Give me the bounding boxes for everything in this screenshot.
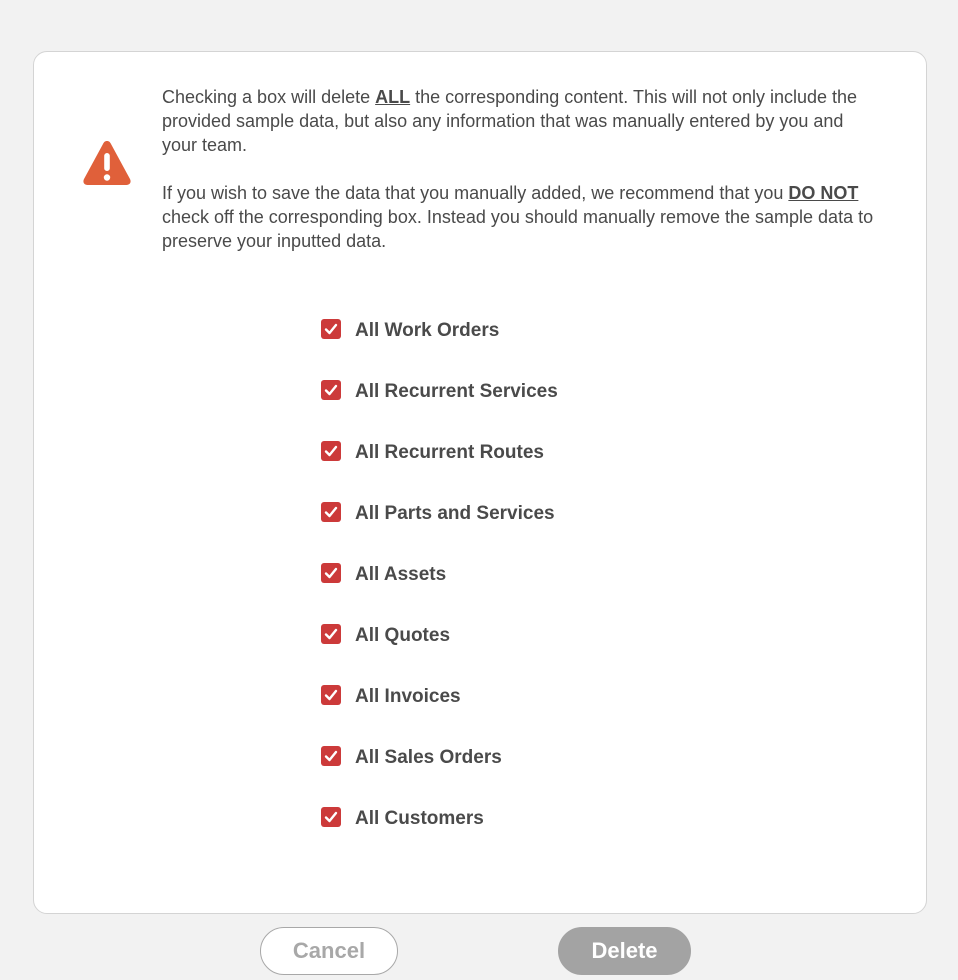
delete-options-list bbox=[321, 300, 558, 849]
option-customers[interactable] bbox=[321, 788, 558, 849]
delete-button[interactable]: Delete bbox=[558, 927, 691, 975]
checkbox[interactable] bbox=[321, 319, 341, 339]
do-not-emphasis: DO NOT bbox=[788, 183, 859, 203]
checkbox[interactable] bbox=[321, 746, 341, 766]
option-label: All Recurrent Services bbox=[355, 380, 558, 402]
check-icon bbox=[324, 566, 338, 580]
check-icon bbox=[324, 688, 338, 702]
cancel-button[interactable]: Cancel bbox=[260, 927, 398, 975]
checkbox[interactable] bbox=[321, 807, 341, 827]
check-icon bbox=[324, 505, 338, 519]
checkbox[interactable] bbox=[321, 380, 341, 400]
option-invoices[interactable] bbox=[321, 666, 558, 727]
check-icon bbox=[324, 627, 338, 641]
option-recurrent-services[interactable] bbox=[321, 361, 558, 422]
option-sales-orders[interactable] bbox=[321, 727, 558, 788]
option-work-orders[interactable] bbox=[321, 300, 558, 361]
option-quotes[interactable] bbox=[321, 605, 558, 666]
option-label: All Sales Orders bbox=[355, 746, 502, 768]
option-parts-and-services[interactable] bbox=[321, 483, 558, 544]
option-label: All Recurrent Routes bbox=[355, 441, 544, 463]
option-label: All Parts and Services bbox=[355, 502, 555, 524]
option-label: All Quotes bbox=[355, 624, 451, 646]
option-label: All Customers bbox=[355, 807, 484, 829]
checkbox[interactable] bbox=[321, 685, 341, 705]
all-emphasis: ALL bbox=[375, 87, 411, 107]
check-icon bbox=[324, 322, 338, 336]
option-recurrent-routes[interactable] bbox=[321, 422, 558, 483]
option-label: All Invoices bbox=[355, 685, 461, 707]
warning-paragraph-1: Checking a box will delete ALL the corresponding content. This will not only include the provided sample data, but also any information that was manually entered by you and your team. bbox=[162, 87, 858, 155]
check-icon bbox=[324, 810, 338, 824]
warning-message bbox=[162, 85, 882, 253]
warning-paragraph-2: If you wish to save the data that you manually added, we recommend that you DO NOT check off the corresponding box. Instead you should manually remove the sample data to preserve your inputted data. bbox=[162, 183, 874, 251]
option-label: All Work Orders bbox=[355, 319, 500, 341]
delete-sample-data-dialog bbox=[33, 51, 927, 914]
checkbox[interactable] bbox=[321, 624, 341, 644]
checkbox[interactable] bbox=[321, 502, 341, 522]
check-icon bbox=[324, 444, 338, 458]
option-label: All Assets bbox=[355, 563, 447, 585]
check-icon bbox=[324, 383, 338, 397]
check-icon bbox=[324, 749, 338, 763]
checkbox[interactable] bbox=[321, 563, 341, 583]
warning-triangle-icon bbox=[82, 138, 132, 188]
checkbox[interactable] bbox=[321, 441, 341, 461]
option-assets[interactable] bbox=[321, 544, 558, 605]
